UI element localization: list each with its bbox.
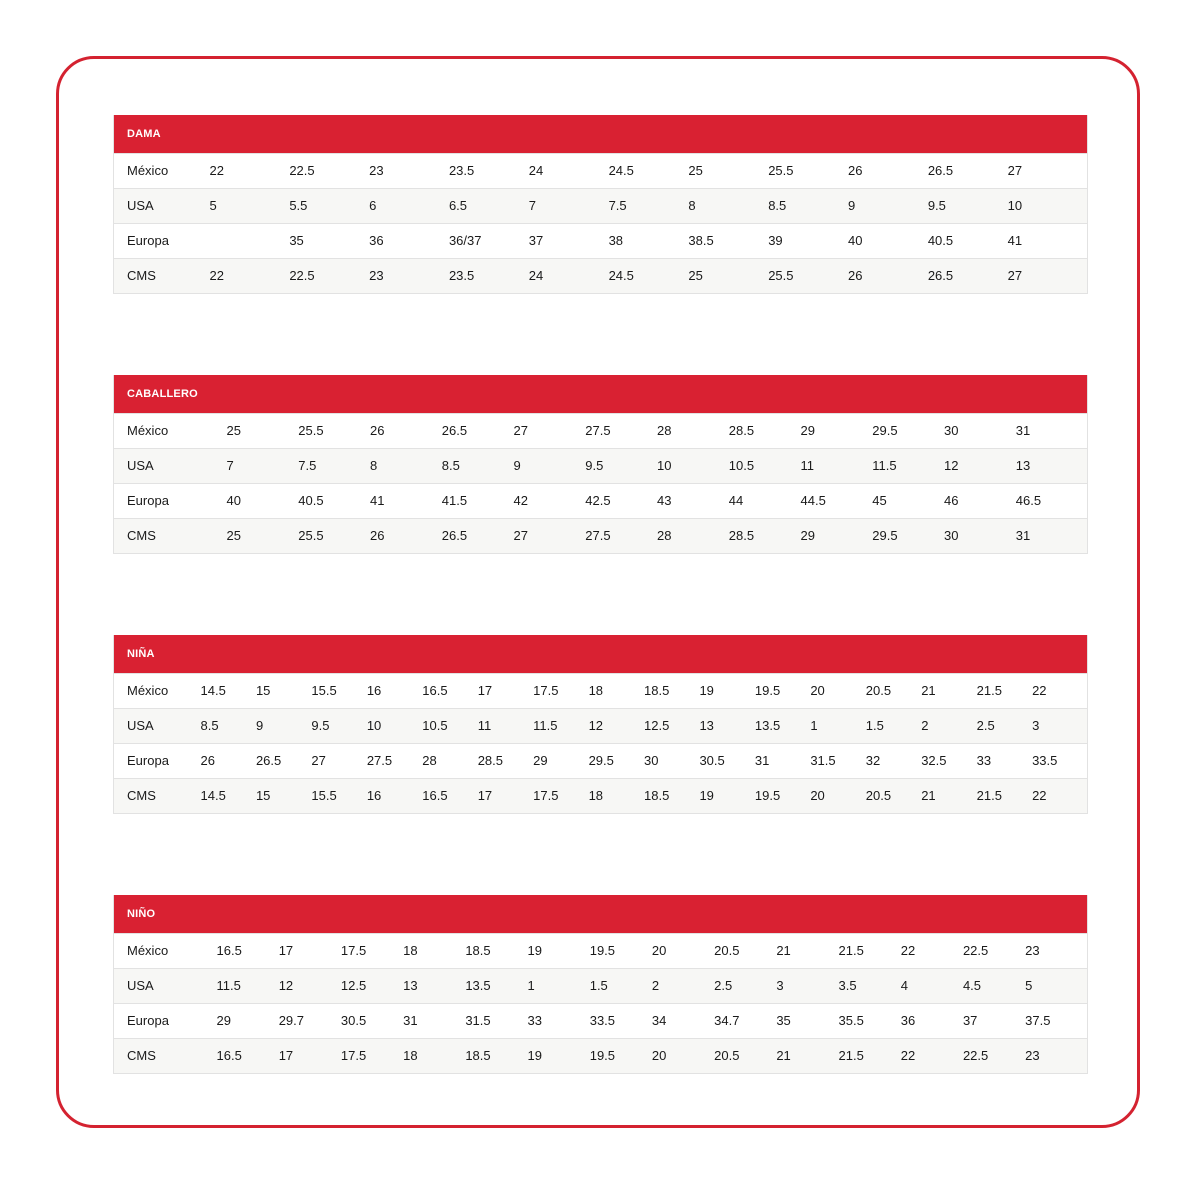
table-row (114, 933, 1088, 968)
size-cell: 25 (227, 413, 299, 448)
size-cell: 2 (652, 968, 714, 1003)
size-cell: 22.5 (963, 1038, 1025, 1073)
size-cell: 30.5 (699, 743, 754, 778)
size-cell: 16.5 (422, 778, 477, 813)
size-cell: 19.5 (755, 778, 810, 813)
size-cell: 19.5 (755, 673, 810, 708)
size-cell: 26.5 (442, 413, 514, 448)
size-cell: 7.5 (298, 448, 370, 483)
size-cell: 21 (921, 778, 976, 813)
size-cell: 12 (589, 708, 644, 743)
size-cell: 19.5 (590, 1038, 652, 1073)
size-cell: 19 (528, 933, 590, 968)
size-cell: 17.5 (341, 1038, 403, 1073)
size-cell: 15 (256, 673, 311, 708)
size-cell: 40 (227, 483, 299, 518)
size-cell: 29 (801, 518, 873, 553)
size-cell: 27 (514, 413, 586, 448)
size-cell: 18.5 (644, 778, 699, 813)
size-cell: 13 (699, 708, 754, 743)
size-cell: 35 (776, 1003, 838, 1038)
size-cell: 22 (1032, 778, 1087, 813)
table-row (114, 1038, 1088, 1073)
size-cell: 27 (1008, 258, 1088, 293)
size-cell: 42 (514, 483, 586, 518)
size-cell: 1 (810, 708, 865, 743)
table-row (114, 188, 1088, 223)
table-row (114, 223, 1088, 258)
size-table-nina (113, 635, 1088, 814)
size-cell: 24.5 (609, 258, 689, 293)
size-cell: 21 (776, 1038, 838, 1073)
size-cell: 25 (688, 258, 768, 293)
size-cell: 22.5 (289, 258, 369, 293)
size-cell: 46.5 (1016, 483, 1088, 518)
size-cell: 3 (1032, 708, 1087, 743)
size-cell: 9 (514, 448, 586, 483)
size-cell: 23 (369, 258, 449, 293)
size-cell: 38 (609, 223, 689, 258)
size-cell: 20.5 (866, 778, 921, 813)
size-cell: 17 (279, 1038, 341, 1073)
size-cell: 13 (1016, 448, 1088, 483)
size-cell: 19 (699, 778, 754, 813)
size-cell: 25 (227, 518, 299, 553)
size-cell: 19 (699, 673, 754, 708)
size-cell: 10.5 (422, 708, 477, 743)
row-label: CMS (114, 1038, 217, 1073)
size-cell: 22.5 (289, 153, 369, 188)
size-cell: 7 (529, 188, 609, 223)
size-cell: 19 (528, 1038, 590, 1073)
size-cell: 37 (963, 1003, 1025, 1038)
size-cell: 28.5 (478, 743, 533, 778)
size-cell: 18 (403, 933, 465, 968)
size-cell: 17.5 (533, 778, 588, 813)
table-row (114, 743, 1088, 778)
size-cell: 29.5 (872, 413, 944, 448)
size-cell: 29 (217, 1003, 279, 1038)
table-title: DAMA (127, 127, 161, 140)
size-cell: 22.5 (963, 933, 1025, 968)
size-cell: 46 (944, 483, 1016, 518)
size-cell: 44.5 (801, 483, 873, 518)
size-cell: 26 (370, 413, 442, 448)
size-cell: 31 (1016, 518, 1088, 553)
size-cell: 29 (533, 743, 588, 778)
size-cell: 7 (227, 448, 299, 483)
table-header (114, 635, 1088, 673)
row-label: CMS (114, 258, 210, 293)
size-cell: 12 (944, 448, 1016, 483)
row-label: México (114, 413, 227, 448)
size-cell: 3.5 (839, 968, 901, 1003)
size-cell: 39 (768, 223, 848, 258)
size-cell: 12.5 (341, 968, 403, 1003)
size-cell: 24 (529, 258, 609, 293)
size-cell: 9.5 (928, 188, 1008, 223)
table-title: NIÑO (127, 907, 156, 920)
size-cell: 30 (644, 743, 699, 778)
size-cell: 40.5 (298, 483, 370, 518)
table-row (114, 258, 1088, 293)
row-label: CMS (114, 518, 227, 553)
size-cell: 41.5 (442, 483, 514, 518)
size-cell: 12 (279, 968, 341, 1003)
size-cell: 11 (801, 448, 873, 483)
size-cell: 1.5 (590, 968, 652, 1003)
size-cell: 16.5 (422, 673, 477, 708)
size-cell: 36/37 (449, 223, 529, 258)
table-row (114, 1003, 1088, 1038)
size-cell: 43 (657, 483, 729, 518)
size-cell: 4 (901, 968, 963, 1003)
size-cell: 17 (478, 673, 533, 708)
size-cell: 17 (478, 778, 533, 813)
size-cell: 18.5 (465, 933, 527, 968)
size-cell: 28.5 (729, 413, 801, 448)
size-cell: 3 (776, 968, 838, 1003)
size-cell: 6 (369, 188, 449, 223)
size-cell: 23 (1025, 933, 1087, 968)
size-cell: 14.5 (201, 673, 256, 708)
size-cell: 31.5 (810, 743, 865, 778)
size-cell: 13 (403, 968, 465, 1003)
table-row (114, 778, 1088, 813)
size-cell: 27 (311, 743, 366, 778)
size-cell: 24.5 (609, 153, 689, 188)
size-cell: 31 (1016, 413, 1088, 448)
size-cell: 20.5 (866, 673, 921, 708)
size-cell: 21.5 (839, 1038, 901, 1073)
size-cell: 22 (210, 153, 290, 188)
size-cell: 32.5 (921, 743, 976, 778)
size-cell: 34 (652, 1003, 714, 1038)
size-cell: 36 (369, 223, 449, 258)
size-cell: 10 (1008, 188, 1088, 223)
size-cell: 9 (848, 188, 928, 223)
size-cell: 29 (801, 413, 873, 448)
size-cell: 5 (210, 188, 290, 223)
size-cell: 27 (514, 518, 586, 553)
size-cell: 23 (369, 153, 449, 188)
row-label: USA (114, 968, 217, 1003)
size-cell: 29.7 (279, 1003, 341, 1038)
size-cell: 21.5 (977, 673, 1032, 708)
size-cell: 28 (657, 413, 729, 448)
row-label: USA (114, 448, 227, 483)
size-table-nino (113, 895, 1088, 1074)
size-cell: 9 (256, 708, 311, 743)
size-cell: 8.5 (768, 188, 848, 223)
table-row (114, 153, 1088, 188)
size-cell: 26.5 (256, 743, 311, 778)
size-cell: 2 (921, 708, 976, 743)
row-label: USA (114, 188, 210, 223)
size-cell: 41 (1008, 223, 1088, 258)
size-cell: 5 (1025, 968, 1087, 1003)
size-cell: 13.5 (465, 968, 527, 1003)
table-header (114, 115, 1088, 153)
size-cell: 26.5 (928, 258, 1008, 293)
size-cell: 20 (652, 1038, 714, 1073)
size-cell: 22 (1032, 673, 1087, 708)
row-label: USA (114, 708, 201, 743)
size-cell: 31.5 (465, 1003, 527, 1038)
size-cell: 26.5 (442, 518, 514, 553)
size-cell: 27.5 (585, 413, 657, 448)
size-cell: 33.5 (1032, 743, 1087, 778)
table-row (114, 968, 1088, 1003)
row-label: CMS (114, 778, 201, 813)
size-cell: 30 (944, 518, 1016, 553)
size-cell: 28 (657, 518, 729, 553)
size-cell: 16.5 (217, 933, 279, 968)
size-cell (210, 223, 290, 258)
size-cell: 45 (872, 483, 944, 518)
size-cell: 17.5 (341, 933, 403, 968)
size-cell: 16.5 (217, 1038, 279, 1073)
size-cell: 11.5 (872, 448, 944, 483)
size-cell: 19.5 (590, 933, 652, 968)
size-cell: 15.5 (311, 778, 366, 813)
size-cell: 16 (367, 673, 422, 708)
size-cell: 42.5 (585, 483, 657, 518)
size-cell: 40.5 (928, 223, 1008, 258)
size-cell: 32 (866, 743, 921, 778)
row-label: México (114, 153, 210, 188)
size-cell: 9.5 (585, 448, 657, 483)
size-cell: 21.5 (977, 778, 1032, 813)
size-cell: 26 (201, 743, 256, 778)
size-cell: 8 (688, 188, 768, 223)
table-title: NIÑA (127, 647, 155, 660)
size-cell: 30.5 (341, 1003, 403, 1038)
size-cell: 15 (256, 778, 311, 813)
size-cell: 27.5 (585, 518, 657, 553)
size-cell: 33 (528, 1003, 590, 1038)
size-cell: 10.5 (729, 448, 801, 483)
size-cell: 2.5 (977, 708, 1032, 743)
table-header (114, 375, 1088, 413)
row-label: Europa (114, 743, 201, 778)
size-cell: 2.5 (714, 968, 776, 1003)
size-cell: 36 (901, 1003, 963, 1038)
size-cell: 25 (688, 153, 768, 188)
table-row (114, 673, 1088, 708)
size-cell: 35 (289, 223, 369, 258)
size-cell: 20 (810, 778, 865, 813)
size-cell: 17 (279, 933, 341, 968)
size-cell: 23.5 (449, 258, 529, 293)
size-cell: 11.5 (217, 968, 279, 1003)
row-label: México (114, 933, 217, 968)
size-cell: 20 (810, 673, 865, 708)
size-cell: 28.5 (729, 518, 801, 553)
size-cell: 31 (403, 1003, 465, 1038)
size-cell: 25.5 (768, 258, 848, 293)
size-cell: 4.5 (963, 968, 1025, 1003)
size-cell: 22 (901, 933, 963, 968)
table-row (114, 518, 1088, 553)
table-header (114, 895, 1088, 933)
row-label: Europa (114, 1003, 217, 1038)
size-cell: 44 (729, 483, 801, 518)
table-row (114, 413, 1088, 448)
size-cell: 40 (848, 223, 928, 258)
size-cell: 20.5 (714, 1038, 776, 1073)
size-cell: 15.5 (311, 673, 366, 708)
size-cell: 27 (1008, 153, 1088, 188)
size-cell: 18 (589, 673, 644, 708)
size-cell: 6.5 (449, 188, 529, 223)
size-cell: 1 (528, 968, 590, 1003)
size-cell: 16 (367, 778, 422, 813)
size-cell: 11 (478, 708, 533, 743)
size-cell: 21.5 (839, 933, 901, 968)
size-cell: 21 (921, 673, 976, 708)
size-cell: 29.5 (589, 743, 644, 778)
size-cell: 25.5 (298, 518, 370, 553)
size-cell: 8.5 (442, 448, 514, 483)
size-cell: 7.5 (609, 188, 689, 223)
size-cell: 21 (776, 933, 838, 968)
size-cell: 12.5 (644, 708, 699, 743)
size-table-caballero (113, 375, 1088, 554)
size-cell: 33 (977, 743, 1032, 778)
table-row (114, 448, 1088, 483)
size-cell: 14.5 (201, 778, 256, 813)
size-cell: 24 (529, 153, 609, 188)
size-cell: 31 (755, 743, 810, 778)
size-cell: 28 (422, 743, 477, 778)
size-cell: 17.5 (533, 673, 588, 708)
size-cell: 25.5 (298, 413, 370, 448)
size-cell: 8 (370, 448, 442, 483)
size-cell: 5.5 (289, 188, 369, 223)
size-cell: 41 (370, 483, 442, 518)
table-title: CABALLERO (127, 387, 198, 400)
size-cell: 1.5 (866, 708, 921, 743)
size-cell: 20.5 (714, 933, 776, 968)
size-cell: 26 (370, 518, 442, 553)
size-cell: 26 (848, 258, 928, 293)
size-cell: 38.5 (688, 223, 768, 258)
size-cell: 37.5 (1025, 1003, 1087, 1038)
size-cell: 25.5 (768, 153, 848, 188)
row-label: Europa (114, 483, 227, 518)
size-cell: 11.5 (533, 708, 588, 743)
row-label: Europa (114, 223, 210, 258)
size-cell: 34.7 (714, 1003, 776, 1038)
table-row (114, 483, 1088, 518)
size-cell: 18.5 (465, 1038, 527, 1073)
size-cell: 22 (210, 258, 290, 293)
size-cell: 18 (403, 1038, 465, 1073)
size-table-dama (113, 115, 1088, 294)
size-cell: 23 (1025, 1038, 1087, 1073)
size-cell: 26 (848, 153, 928, 188)
row-label: México (114, 673, 201, 708)
size-cell: 18.5 (644, 673, 699, 708)
size-cell: 10 (657, 448, 729, 483)
size-cell: 20 (652, 933, 714, 968)
size-cell: 29.5 (872, 518, 944, 553)
size-cell: 33.5 (590, 1003, 652, 1038)
size-cell: 18 (589, 778, 644, 813)
size-cell: 26.5 (928, 153, 1008, 188)
size-cell: 35.5 (839, 1003, 901, 1038)
size-cell: 10 (367, 708, 422, 743)
size-cell: 13.5 (755, 708, 810, 743)
table-row (114, 708, 1088, 743)
size-cell: 9.5 (311, 708, 366, 743)
size-cell: 23.5 (449, 153, 529, 188)
size-cell: 30 (944, 413, 1016, 448)
size-cell: 37 (529, 223, 609, 258)
size-cell: 27.5 (367, 743, 422, 778)
size-cell: 8.5 (201, 708, 256, 743)
size-cell: 22 (901, 1038, 963, 1073)
